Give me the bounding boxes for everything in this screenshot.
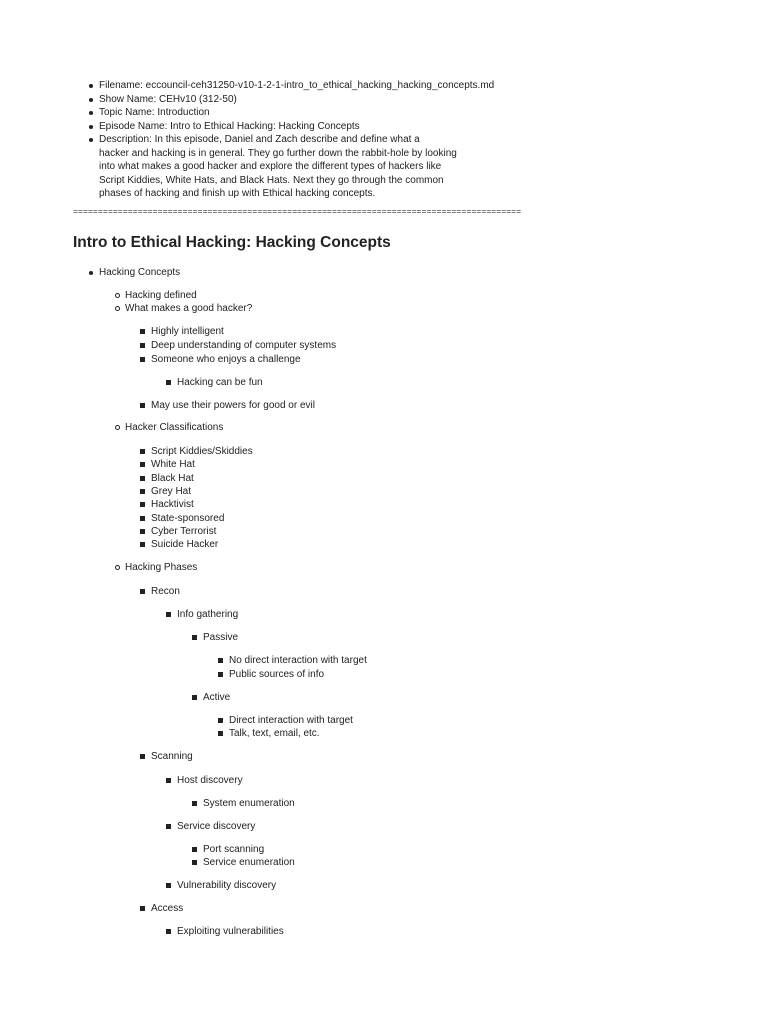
- bullet: [89, 84, 93, 88]
- description-line: Description: In this episode, Daniel and Zach describe and define what a: [99, 134, 420, 145]
- outline-item-classification: State-sponsored: [151, 513, 225, 524]
- outline-item-hacking-concepts: Hacking Concepts: [99, 267, 181, 278]
- outline-item-classification: Black Hat: [151, 473, 194, 484]
- outline-item-host-discovery: Host discovery: [177, 775, 243, 786]
- list-item: [99, 93, 519, 107]
- outline-item-system-enum: System enumeration: [203, 798, 295, 809]
- outline-item-enjoys-challenge: Someone who enjoys a challenge: [151, 354, 301, 365]
- outline-item-classification: Grey Hat: [151, 486, 192, 497]
- bullet: [89, 111, 93, 115]
- outline-item-vuln-discovery: Vulnerability discovery: [177, 880, 277, 891]
- description-line: phases of hacking and finish up with Ethical hacking concepts.: [99, 188, 376, 199]
- outline-item-exploiting: Exploiting vulnerabilities: [177, 926, 284, 937]
- outline-item-active: Active: [203, 692, 231, 703]
- outline-item-classification: Script Kiddies/Skiddies: [151, 446, 253, 457]
- outline-item-highly-intelligent: Highly intelligent: [151, 326, 224, 337]
- outline-item-classifications: Hacker Classifications: [125, 422, 224, 433]
- outline-item-good-hacker: What makes a good hacker?: [125, 303, 253, 314]
- outline-item-direct-interaction: Direct interaction with target: [229, 715, 353, 726]
- outline-item-service-discovery: Service discovery: [177, 821, 256, 832]
- description-line: hacker and hacking is in general. They go further down the rabbit-hole by looking: [99, 147, 457, 159]
- outline-item-classification: Hacktivist: [151, 499, 194, 510]
- description-line: Script Kiddies, White Hats, and Black Hats. Next they go through the common: [99, 174, 444, 186]
- outline-item-phases: Hacking Phases: [125, 562, 198, 573]
- page-title: Intro to Ethical Hacking: Hacking Concepts: [73, 234, 391, 251]
- outline-item-passive: Passive: [203, 632, 239, 643]
- separator-line: ==========================================================================================: [73, 208, 522, 217]
- outline-item-hacking-fun: Hacking can be fun: [177, 377, 263, 388]
- list-item: [99, 79, 519, 93]
- outline-item-scanning: Scanning: [151, 751, 193, 762]
- description-line: into what makes a good hacker and explore the different types of hackers like: [99, 161, 442, 172]
- topic-name-text: Topic Name: Introduction: [99, 107, 210, 118]
- episode-name-text: Episode Name: Intro to Ethical Hacking: Hacking Concepts: [99, 120, 360, 132]
- outline-item-deep-understanding: Deep understanding of computer systems: [151, 340, 337, 351]
- bullet: [89, 138, 93, 142]
- outline-item-no-direct: No direct interaction with target: [229, 655, 367, 666]
- outline-item-access: Access: [151, 903, 184, 914]
- metadata-list: [99, 79, 519, 201]
- bullet: [89, 98, 93, 102]
- outline-item-port-scanning: Port scanning: [203, 844, 265, 855]
- outline-item-classification: White Hat: [151, 459, 195, 470]
- show-name-text: Show Name: CEHv10 (312-50): [99, 93, 237, 105]
- outline-item-hacking-defined: Hacking defined: [125, 290, 197, 301]
- bullet: [89, 125, 93, 129]
- outline-item-classification: Suicide Hacker: [151, 539, 219, 550]
- outline-item-public-sources: Public sources of info: [229, 669, 325, 680]
- list-item: [99, 106, 519, 120]
- list-item: [99, 133, 519, 201]
- outline-item-recon: Recon: [151, 586, 180, 597]
- outline-item-talk-text: Talk, text, email, etc.: [229, 728, 320, 739]
- outline-item-good-or-evil: May use their powers for good or evil: [151, 400, 315, 411]
- list-item: [99, 120, 519, 134]
- outline-item-service-enum: Service enumeration: [203, 857, 295, 868]
- outline-item-classification: Cyber Terrorist: [151, 526, 217, 537]
- filename-text: Filename: eccouncil-ceh31250-v10-1-2-1-intro_to_ethical_hacking_hacking_concepts.md: [99, 80, 495, 91]
- outline-item-info-gathering: Info gathering: [177, 609, 239, 620]
